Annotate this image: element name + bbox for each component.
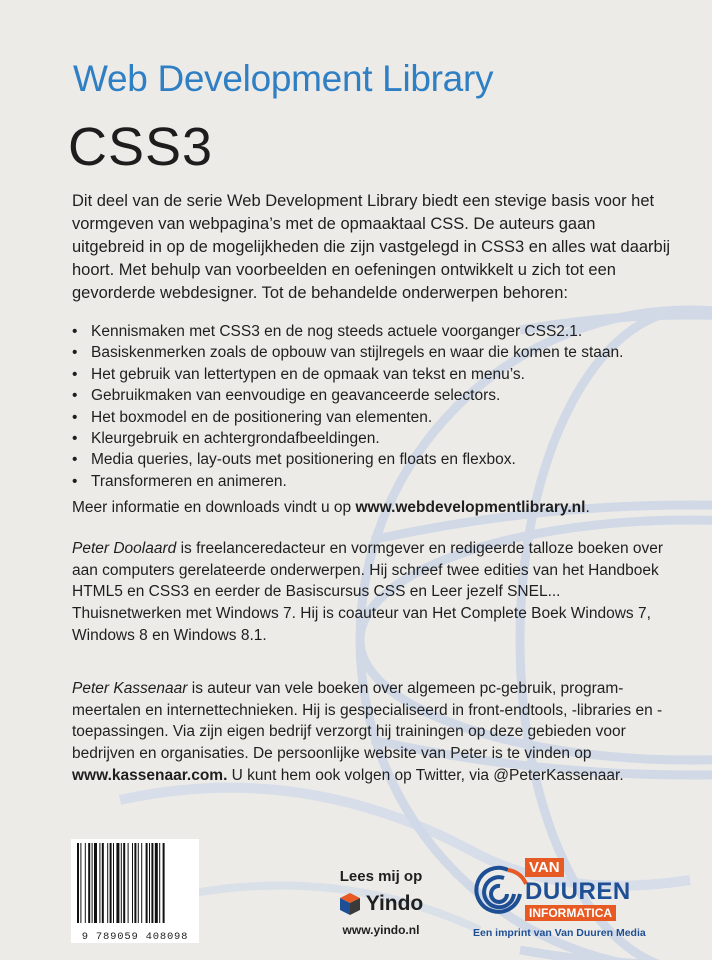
barcode-bar [155,843,158,923]
author-text-end: U kunt hem ook volgen op Twitter, via @PeterKassenaar. [227,766,624,784]
yindo-url: www.yindo.nl [342,923,420,937]
barcode-bar [163,843,165,923]
fingerprint-icon [468,854,532,926]
publisher-duuren: DUUREN [525,878,631,905]
barcode-bar [141,843,142,923]
barcode-bar [102,843,104,923]
topic-item: • Basiskenmerken zoals de opbouw van stijlregels en waar die komen te staan. [72,342,672,363]
topic-item: • Het boxmodel en de positionering van elementen. [72,407,672,428]
barcode-bars [71,839,199,927]
barcode-bar [151,843,153,923]
barcode-bar [149,843,150,923]
yindo-brand: Yindo [365,892,424,915]
more-info-end: . [585,499,590,516]
publisher-imprint: Een imprint van Van Duuren Media [473,927,646,939]
topic-item: • Kennismaken met CSS3 en de nog steeds actuele voorganger CSS2.1. [72,321,672,342]
cube-icon [339,892,361,916]
topic-item: • Het gebruik van lettertypen en de opmaak van tekst en menu’s. [72,364,672,385]
author-bio-kassenaar [72,678,672,787]
publisher-van: VAN [525,858,564,877]
author-name: Peter Kassenaar [72,680,188,697]
topic-item: • Gebruikmaken van eenvoudige en geavanceerde selectors. [72,385,672,406]
yindo-label: Lees mij op [339,868,423,885]
barcode-bar [94,843,97,923]
barcode-bar [134,843,136,923]
barcode [71,839,199,943]
barcode-bar [113,843,114,923]
barcode-bar [107,843,108,923]
barcode-bar [80,843,81,923]
yindo-promo [326,868,436,937]
barcode-bar [92,843,93,923]
author-text: is auteur van vele boeken over algemeen pc-gebruik, programmeertalen en internettechnieken. Hij is gespecialiseerd in front-endtools, -libraries en -toepassingen. Via zijn eigen bedrijf verzorgt hij trainingen op deze gebieden voor bedrijven en organisaties. De persoonlijke website van Peter is te vinden op [72,680,663,763]
author-bio-doolaard [72,538,672,647]
author-name: Peter Doolaard [72,540,177,557]
barcode-bar [88,843,90,923]
publisher-informatica: INFORMATICA [525,905,616,921]
publisher-logo [468,848,668,944]
author-text: is freelanceredacteur en vormgever en redigeerde talloze boeken over aan computers gerelateerde onderwerpen. Hij schreef twee edities van het Handboek HTML5 en CSS3 en eerder de Basiscursus CSS en Leer jezelf SNEL... Thuisnetwerken met Windows 7. Hij is coauteur van Het Complete Boek Windows 7, Windows 8 en Windows 8.1. [72,540,664,644]
yindo-logo [326,891,436,917]
barcode-bar [121,843,122,923]
series-title: Web Development Library [73,58,494,99]
website-url: www.webdevelopmentlibrary.nl [355,499,586,516]
topic-item: • Kleurgebruik en achtergrondafbeeldingen. [72,428,672,449]
barcode-bar [85,843,86,923]
barcode-bar [128,843,129,923]
book-title: CSS3 [68,117,214,177]
intro-paragraph: Dit deel van de serie Web Development Library biedt een stevige basis voor het vormgeven van webpagina’s met de opmaaktaal CSS. De auteurs gaan uitgebreid in op de mogelijkheden die zijn vastgelegd in CSS3 en alles wat daarbij hoort. Met behulp van voorbeelden en oefeningen ontwikkelt u zich tot een gevorderde webdesigner. Tot de behandelde onderwerpen behoren: [72,192,671,302]
topic-item: • Media queries, lay-outs met positionering en floats en flexbox. [72,449,672,470]
barcode-bar [77,843,79,923]
barcode-bar [132,843,133,923]
isbn-number: 9 789059 408098 [81,931,189,943]
barcode-bar [116,843,119,923]
topic-list [72,321,672,492]
barcode-bar [138,843,139,923]
barcode-bar [146,843,148,923]
barcode-bar [123,843,125,923]
barcode-bar [110,843,112,923]
more-info-text: Meer informatie en downloads vindt u op [72,499,356,516]
barcode-bar [99,843,100,923]
barcode-bar [159,843,160,923]
author-url: www.kassenaar.com. [72,766,228,784]
topic-item: • Transformeren en animeren. [72,471,672,492]
more-info [72,499,590,517]
